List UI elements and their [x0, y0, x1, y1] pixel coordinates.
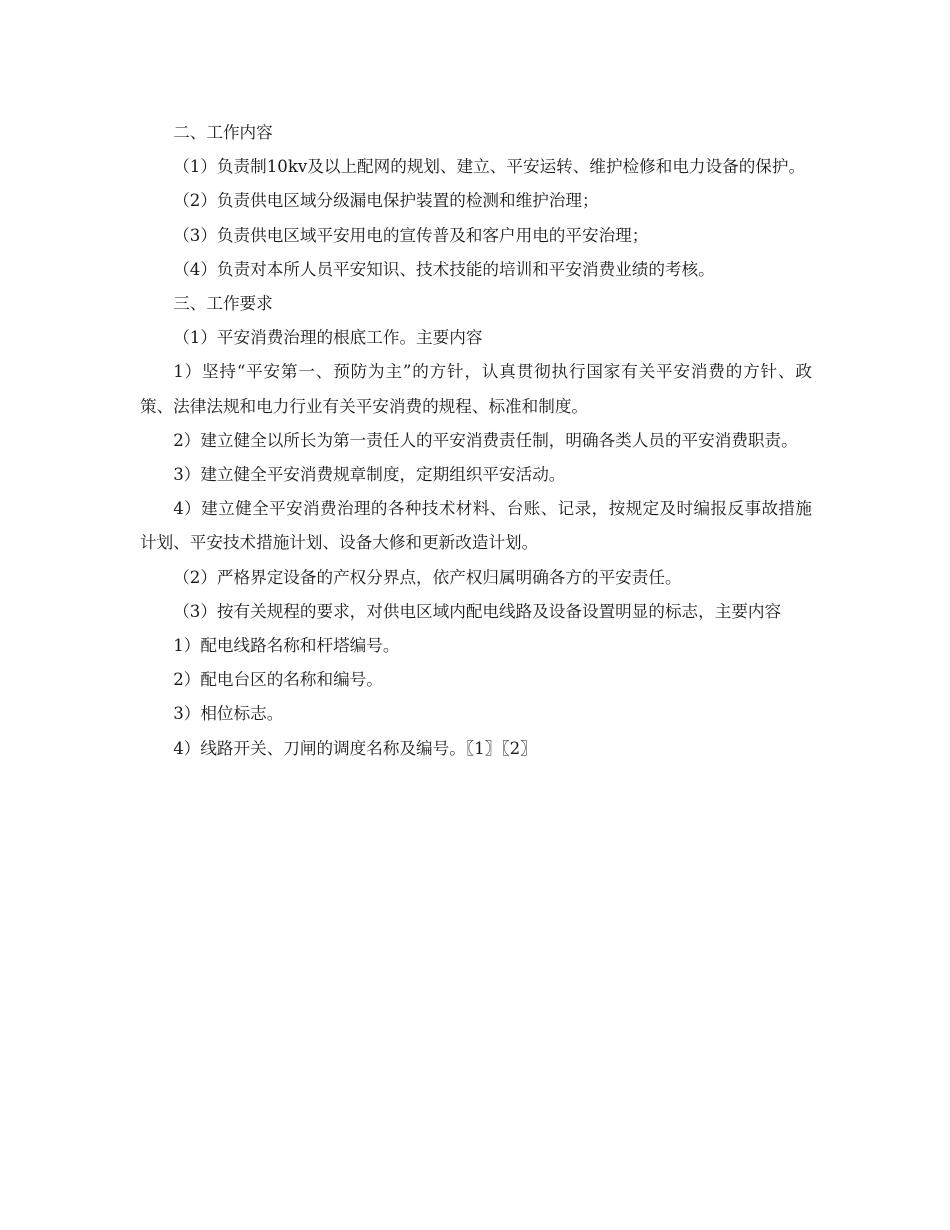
section-heading-work-content: 二、工作内容: [173, 123, 273, 142]
paragraph-item: 1）配电线路名称和杆塔编号。: [173, 636, 400, 656]
paragraph-item: （1）平安消费治理的根底工作。主要内容: [173, 328, 483, 348]
paragraph-item: 3）相位标志。: [173, 704, 284, 724]
paragraph-item: （2）严格界定设备的产权分界点，依产权归属明确各方的平安责任。: [173, 567, 682, 587]
paragraph-item: 2）配电台区的名称和编号。: [173, 670, 383, 690]
paragraph-item: （3）按有关规程的要求，对供电区域内配电线路及设备设置明显的标志，主要内容: [173, 601, 782, 621]
paragraph-item: （2）负责供电区域分级漏电保护装置的检测和维护治理；: [173, 191, 599, 211]
paragraph-item: 3）建立健全平安消费规章制度，定期组织平安活动。: [173, 465, 566, 485]
section-heading-work-requirements: 三、工作要求: [173, 294, 273, 314]
paragraph-item: 2）建立健全以所长为第一责任人的平安消费责任制，明确各类人员的平安消费职责。: [173, 430, 798, 450]
paragraph-item: 4）建立健全平安消费治理的各种技术材料、台账、记录，按规定及时编报反事故措施计划、平安技术措施计划、设备大修和更新改造计划。: [140, 499, 812, 553]
paragraph-item: 1）坚持“平安第一、预防为主”的方针，认真贯彻执行国家有关平安消费的方针、政策、法律法规和电力行业有关平安消费的规程、标准和制度。: [140, 362, 812, 416]
paragraph-item: 4）线路开关、刀闸的调度名称及编号。〖1〗〖2〗: [173, 738, 537, 758]
paragraph-item: （3）负责供电区域平安用电的宣传普及和客户用电的平安治理；: [173, 225, 649, 245]
paragraph-item: （4）负责对本所人员平安知识、技术技能的培训和平安消费业绩的考核。: [173, 259, 715, 279]
paragraph-item: （1）负责制10kv及以上配网的规划、建立、平安运转、维护检修和电力设备的保护。: [173, 157, 806, 177]
document-body: [140, 116, 812, 766]
